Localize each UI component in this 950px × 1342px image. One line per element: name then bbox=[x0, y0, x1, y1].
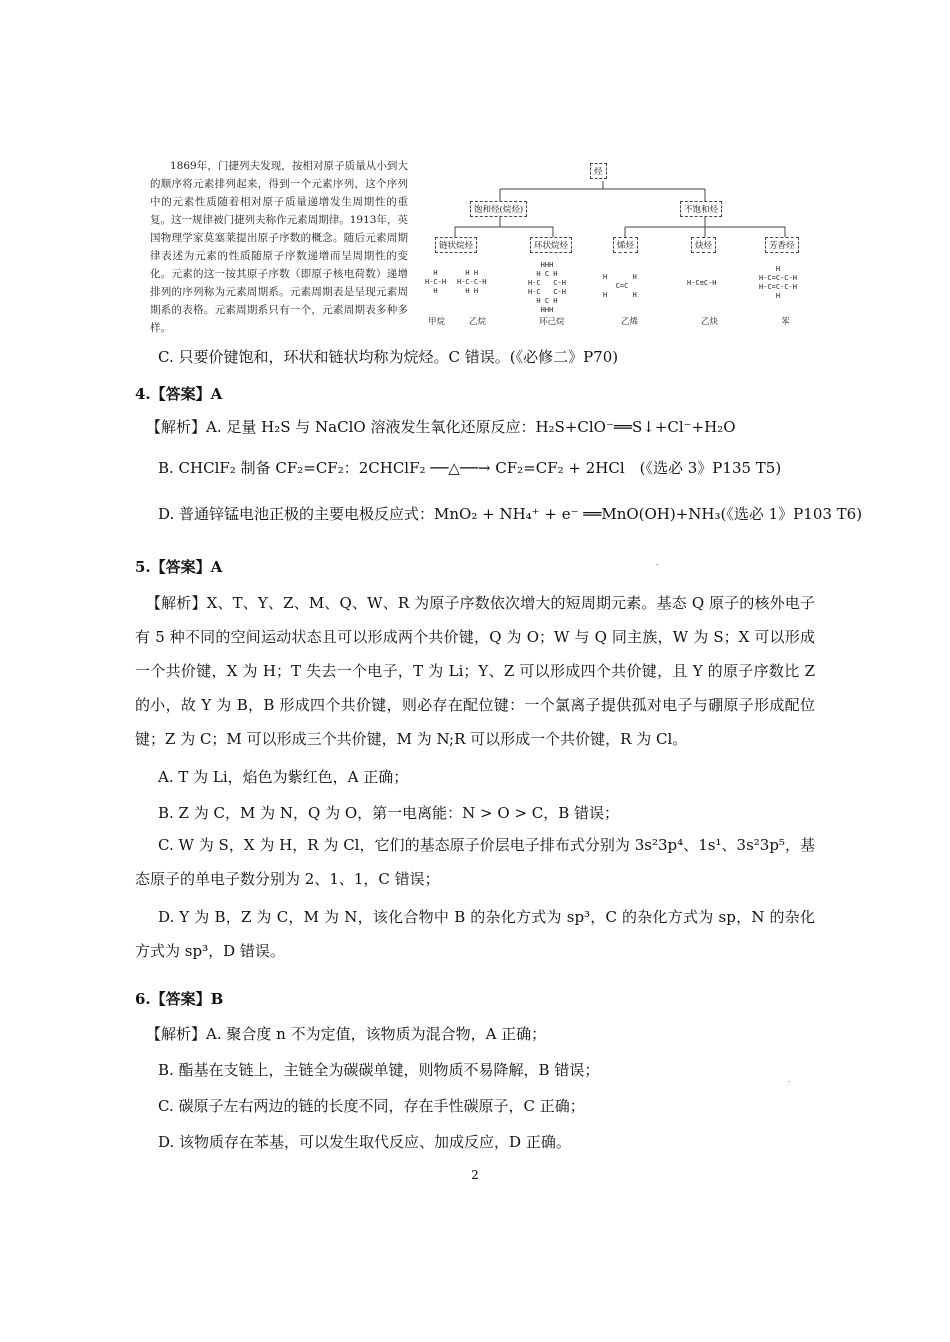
cyclic-alkane-label: 环状烷烃 bbox=[530, 237, 572, 253]
q5-option-a: A. T 为 Li，焰色为紫红色，A 正确； bbox=[158, 768, 409, 786]
alkyne-label: 炔烃 bbox=[691, 237, 716, 253]
page-number: 2 bbox=[471, 1168, 479, 1182]
methane-name: 甲烷 bbox=[428, 317, 446, 327]
q5-option-d: D. Y 为 B，Z 为 C，M 为 N，该化合物中 B 的杂化方式为 sp³，C 的杂化方式为 sp，N 的杂化方式为 sp³，D 错误。 bbox=[135, 908, 815, 960]
scan-speck bbox=[656, 564, 658, 565]
scan-speck bbox=[788, 1081, 790, 1082]
root-label: 烃 bbox=[590, 163, 607, 179]
benzene-structure: H H-C=C-C-H H-C=C-C-H H bbox=[759, 265, 797, 300]
cyclohexane-name: 环己烷 bbox=[539, 317, 565, 327]
q4-analysis-b: B. CHClF₂ 制备 CF₂=CF₂：2CHClF₂ ──△──→ CF₂=CF₂ + 2HCl (《选必 3》P135 T5) bbox=[158, 459, 782, 477]
ethane-name: 乙烷 bbox=[469, 317, 487, 327]
excerpt-text: 1869年，门捷列夫发现，按相对原子质量从小到大的顺序将元素排列起来，得到一个元素序列，这个序列中的元素性质随着相对原子质量递增发生周期性的重复。这一规律被门捷列夫称作元素周期律。1913年，英国物理学家莫塞莱提出原子序数的概念。随后元素周期律表述为元素的性质随原子序数递增而呈周期性的变化。元素的这一按其原子序数（即原子核电荷数）递增排列的序列称为元素周期系。元素周期表是呈现元素周期系的表格。元素周期系只有一个，元素周期表多种多样。 bbox=[150, 160, 408, 334]
chain-alkane-label: 链状烷烃 bbox=[435, 237, 477, 253]
q4-analysis-d: D. 普通锌锰电池正极的主要电极反应式：MnO₂ + NH₄⁺ + e⁻ ══MnO(OH)+NH₃(《选必 1》P103 T6) bbox=[158, 505, 863, 523]
textbook-excerpt bbox=[150, 157, 408, 337]
hydrocarbon-classification-diagram bbox=[425, 153, 820, 328]
q3-option-c: C. 只要价键饱和，环状和链状均称为烷烃。C 错误。(《必修二》P70) bbox=[158, 348, 619, 366]
acetylene-name: 乙炔 bbox=[701, 317, 719, 327]
q5-answer-heading: 5.【答案】A bbox=[135, 558, 223, 576]
ethane-structure: H H H-C-C-H H H bbox=[457, 269, 487, 295]
q6-option-d: D. 该物质存在苯基，可以发生取代反应、加成反应，D 正确。 bbox=[158, 1133, 571, 1151]
q6-analysis-a: 【解析】A. 聚合度 n 不为定值，该物质为混合物，A 正确； bbox=[146, 1025, 547, 1043]
ethylene-name: 乙烯 bbox=[621, 317, 639, 327]
aromatic-label: 芳香烃 bbox=[765, 237, 799, 253]
unsaturated-label: 不饱和烃 bbox=[680, 201, 722, 217]
q5-option-c: C. W 为 S，X 为 H，R 为 Cl，它们的基态原子价层电子排布式分别为 3s²3p⁴、1s¹、3s²3p⁵，基态原子的单电子数分别为 2、1、1，C 错误； bbox=[135, 836, 815, 888]
q5-analysis-paragraph: 【解析】X、T、Y、Z、M、Q、W、R 为原子序数依次增大的短周期元素。基态 Q 原子的核外电子有 5 种不同的空间运动状态且可以形成两个共价键，Q 为 O；W 与 Q 同主族，W 为 S；X 可以形成一个共价键，X 为 H；T 失去一个电子，T 为 Li；Y、Z 可以形成四个共价键，且 Y 的原子序数比 Z 的小，故 Y 为 B，B 形成四个共价键，则必存在配位键：一个氯离子提供孤对电子与硼原子形成配位键；Z 为 C；M 可以形成三个共价键，M 为 N;R 可以形成一个共价键，R 为 Cl。 bbox=[135, 594, 815, 748]
cyclohexane-structure: HHH H C H H-C C-H H-C C-H H C H HHH bbox=[528, 261, 566, 314]
alkene-label: 烯烃 bbox=[613, 237, 638, 253]
benzene-name: 苯 bbox=[781, 317, 790, 327]
q5-option-b: B. Z 为 C，M 为 N，Q 为 O，第一电离能：N > O > C，B 错误； bbox=[158, 804, 620, 822]
q4-answer-heading: 4.【答案】A bbox=[135, 385, 223, 403]
acetylene-structure: H-C≡C-H bbox=[687, 279, 717, 287]
q6-answer-heading: 6.【答案】B bbox=[135, 990, 224, 1008]
q4-analysis-a: 【解析】A. 足量 H₂S 与 NaClO 溶液发生氧化还原反应：H₂S+ClO⁻══S↓+Cl⁻+H₂O bbox=[146, 418, 736, 436]
ethylene-structure: H H C=C H H bbox=[603, 273, 637, 299]
saturated-label: 饱和烃(烷烃) bbox=[470, 201, 527, 217]
q6-option-c: C. 碳原子左右两边的链的长度不同，存在手性碳原子，C 正确； bbox=[158, 1097, 585, 1115]
q6-option-b: B. 酯基在支链上，主链全为碳碳单键，则物质不易降解，B 错误； bbox=[158, 1061, 600, 1079]
methane-structure: H H-C-H H bbox=[425, 269, 447, 295]
